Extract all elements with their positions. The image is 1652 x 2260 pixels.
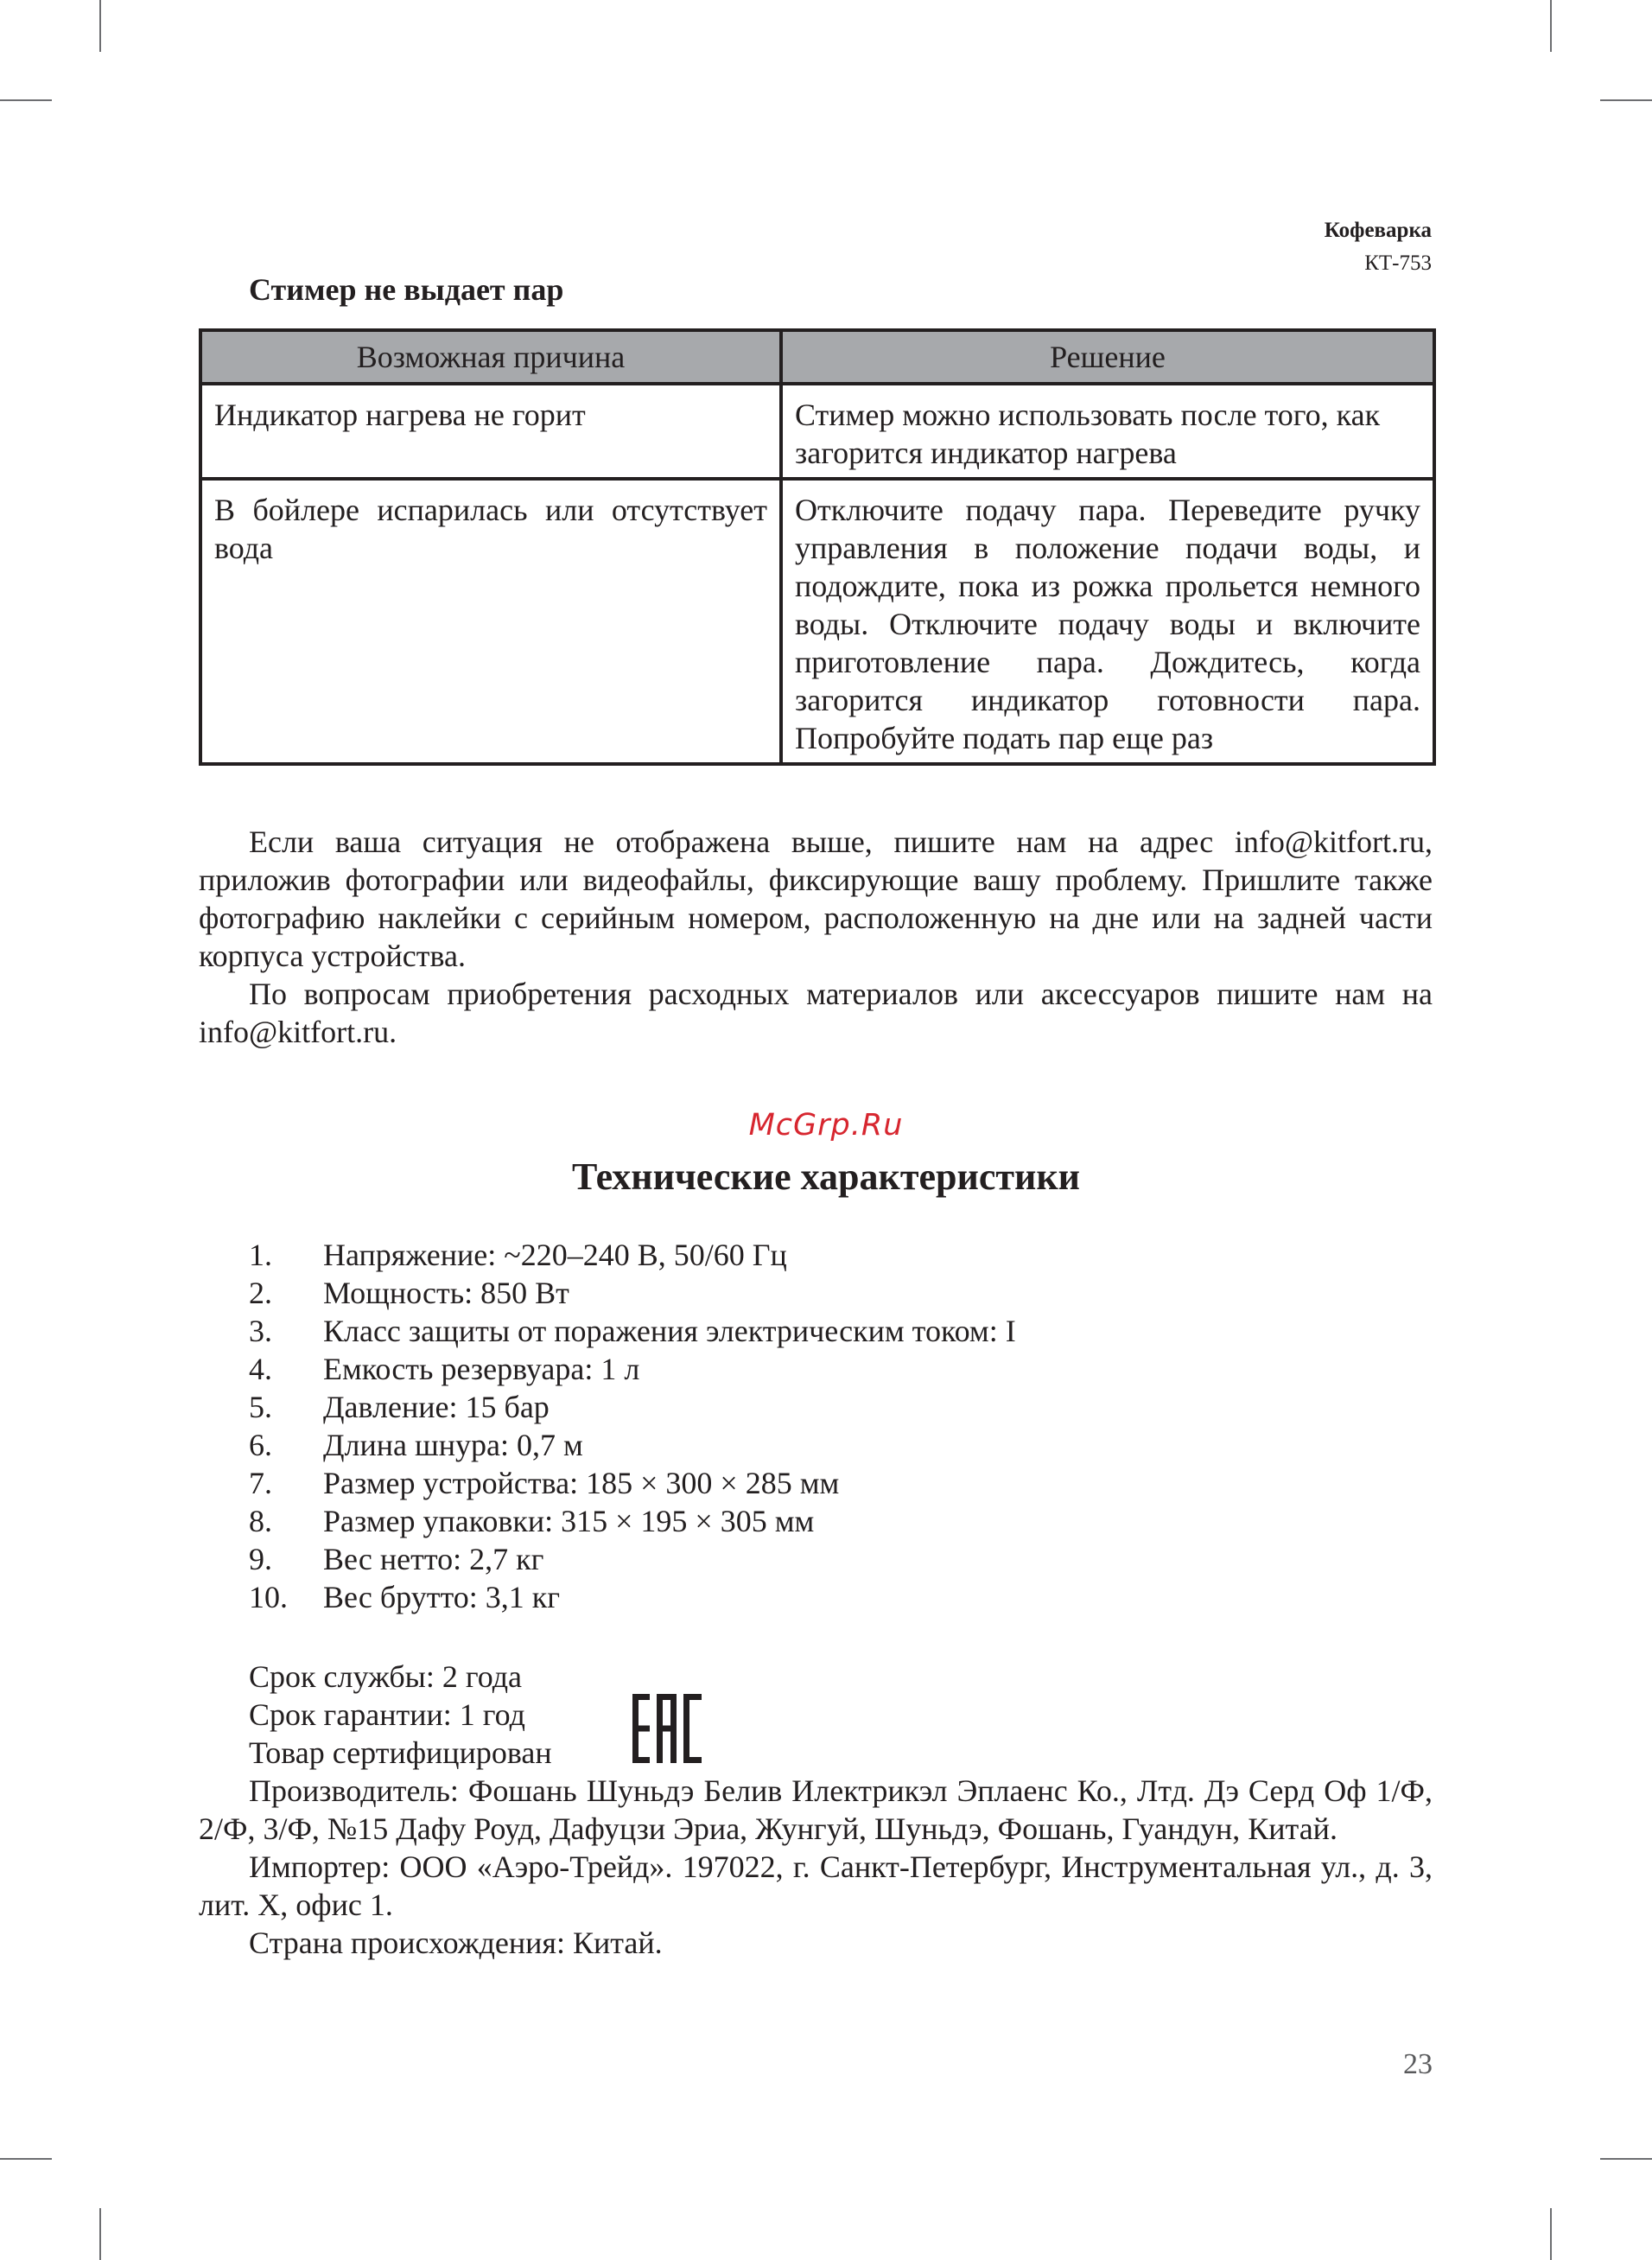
list-item (249, 1502, 1016, 1540)
table-row (200, 479, 1434, 764)
warranty-period: Срок гарантии: 1 год (249, 1697, 525, 1732)
manufacturer-info (199, 1772, 1433, 1962)
crop-mark (0, 2158, 52, 2160)
crop-mark (1550, 0, 1552, 52)
item-number: 7. (249, 1466, 272, 1500)
list-item (249, 1312, 1016, 1350)
list-item (249, 1274, 1016, 1312)
item-text: Мощность: 850 Вт (323, 1276, 569, 1310)
list-item (249, 1236, 1016, 1274)
item-number: 3. (249, 1314, 272, 1348)
header-model: КТ-753 (1364, 251, 1432, 275)
eac-certification-icon (632, 1694, 702, 1763)
item-text: Емкость резервуара: 1 л (323, 1352, 640, 1386)
list-item (249, 1540, 1016, 1578)
item-number: 6. (249, 1428, 272, 1462)
table-row (200, 384, 1434, 479)
item-number: 10. (249, 1580, 288, 1614)
contact-paragraph: Если ваша ситуация не отображена выше, пишите нам на адрес info@kitfort.ru, приложив фотографии или видеофайлы, фиксирующие вашу проблему. Пришлите также фотографию наклейки с серийным номером, расположенную на дне или на задней части корпуса устройства. (199, 824, 1433, 973)
item-number: 9. (249, 1542, 272, 1576)
service-info (249, 1658, 552, 1772)
table-header-row (200, 330, 1434, 384)
list-item (249, 1350, 1016, 1388)
item-number: 4. (249, 1352, 272, 1386)
importer-paragraph: Импортер: ООО «Аэро-Трейд». 197022, г. Санкт-Петербург, Инструментальная ул., д. 3, лит. Х, офис 1. (199, 1849, 1433, 1922)
crop-mark (1600, 2158, 1652, 2160)
header-product: Кофеварка (1324, 219, 1432, 242)
page-number: 23 (1403, 2048, 1433, 2080)
list-item (249, 1464, 1016, 1502)
list-item (249, 1578, 1016, 1616)
column-header-cause: Возможная причина (200, 330, 781, 384)
specs-title: Технические характеристики (571, 1155, 1081, 1198)
crop-mark (1600, 99, 1652, 101)
list-item (249, 1426, 1016, 1464)
crop-mark (0, 99, 52, 101)
item-text: Вес нетто: 2,7 кг (323, 1542, 544, 1576)
crop-mark (99, 2208, 101, 2260)
list-item (249, 1388, 1016, 1426)
accessories-paragraph: По вопросам приобретения расходных материалов или аксессуаров пишите нам на info@kitfort.ru. (199, 977, 1433, 1049)
solution-cell: Стимер можно использовать после того, как загорится индикатор нагрева (781, 384, 1434, 479)
service-life: Срок службы: 2 года (249, 1659, 523, 1694)
troubleshooting-table (199, 328, 1436, 766)
item-number: 1. (249, 1238, 272, 1272)
contact-text (199, 823, 1433, 1051)
item-text: Размер устройства: 185 × 300 × 285 мм (323, 1466, 840, 1500)
cause-cell: В бойлере испарилась или отсутствует вода (200, 479, 781, 764)
item-number: 5. (249, 1390, 272, 1424)
crop-mark (1550, 2208, 1552, 2260)
item-text: Вес брутто: 3,1 кг (323, 1580, 560, 1614)
specs-list (249, 1236, 1016, 1616)
column-header-solution: Решение (781, 330, 1434, 384)
solution-cell: Отключите подачу пара. Переведите ручку управления в положение подачи воды, и подождите, пока из рожка прольется немного воды. Отключите подачу воды и включите приготовление пара. Дождитесь, когда загорится индикатор готовности пара. Попробуйте подать пар еще раз (781, 479, 1434, 764)
item-text: Размер упаковки: 315 × 195 × 305 мм (323, 1504, 815, 1538)
manufacturer-paragraph: Производитель: Фошань Шуньдэ Белив Илектрикэл Эплаенс Ко., Лтд. Дэ Серд Оф 1/Ф, 2/Ф, 3/Ф, №15 Дафу Роуд, Дафуцзи Эриа, Жунгуй, Шуньдэ, Фошань, Гуандун, Китай. (199, 1773, 1433, 1846)
item-text: Напряжение: ~220–240 В, 50/60 Гц (323, 1238, 787, 1272)
item-text: Длина шнура: 0,7 м (323, 1428, 583, 1462)
certification-note: Товар сертифицирован (249, 1735, 552, 1770)
cause-cell: Индикатор нагрева не горит (200, 384, 781, 479)
item-text: Класс защиты от поражения электрическим током: I (323, 1314, 1016, 1348)
running-header (1325, 214, 1432, 280)
item-number: 8. (249, 1504, 272, 1538)
item-number: 2. (249, 1276, 272, 1310)
watermark: McGrp.Ru (748, 1108, 904, 1143)
origin-paragraph: Страна происхождения: Китай. (249, 1926, 663, 1960)
crop-mark (99, 0, 101, 52)
section-heading: Стимер не выдает пар (249, 272, 564, 307)
item-text: Давление: 15 бар (323, 1390, 550, 1424)
